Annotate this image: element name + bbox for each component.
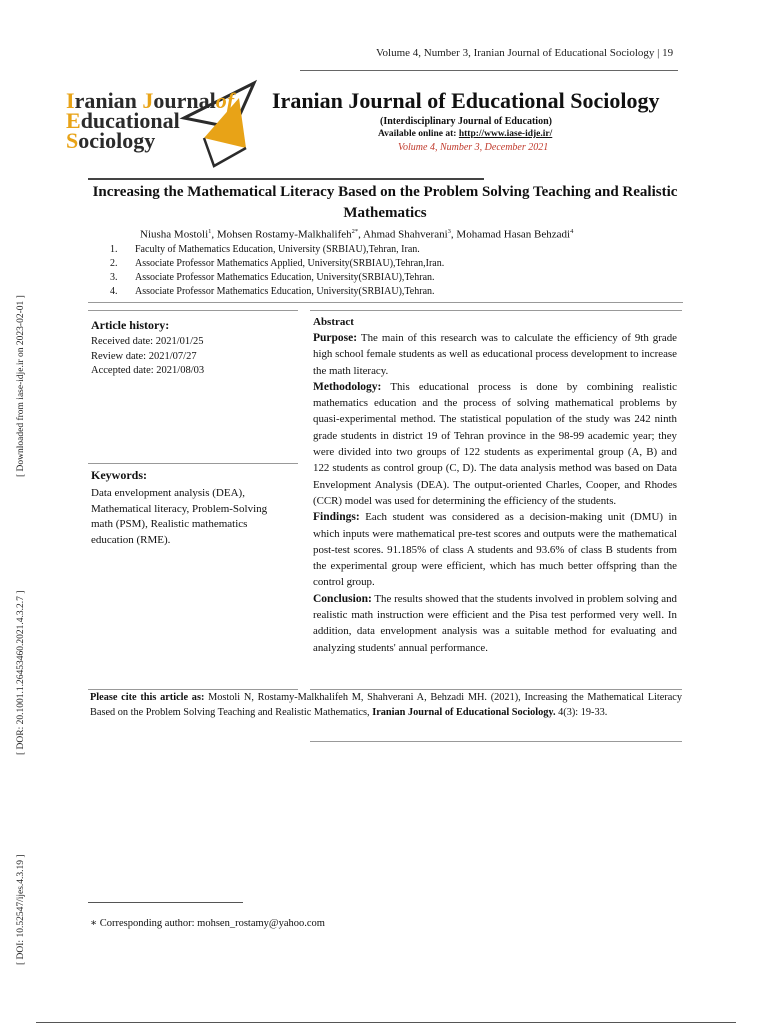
- author-sup: 4: [570, 228, 574, 235]
- affiliation-item: [110, 271, 540, 285]
- purpose-text: The main of this research was to calculate the efficiency of 9th grade high school female students as well as educational process development to increase the math literacy.: [313, 332, 677, 377]
- svg-text:Sociology: Sociology: [66, 128, 156, 153]
- citation-label: Please cite this article as:: [90, 692, 205, 703]
- svg-text:Iranian Journalof: Iranian Journalof: [66, 88, 235, 113]
- affiliation-item: [110, 285, 540, 299]
- affiliation-text: Associate Professor Mathematics Education, University(SRBIAU),Tehran.: [135, 272, 435, 283]
- abstract-body: [313, 330, 677, 656]
- author-name: Niusha Mostoli: [140, 228, 209, 241]
- methodology-text: This educational process is done by combining realistic mathematics education and the process of solving mathematical problems by quasi-experimental method. The statistical population of the study was 242 ninth grade students in district 19 of Tehran province in the 98-99 academic year; they were divided into two groups of 122 students as experimental group (A, B) and 122 students as control group (C, D). The data analysis method was based on Data Envelopment Analysis (DEA). The output-oriented Charles, Cooper, and Rhodes (CCR) model was used for determining the efficiency of the students.: [313, 380, 677, 507]
- journal-title: Iranian Journal of Educational Sociology: [272, 88, 660, 113]
- review-date: Review date: 2021/07/27: [91, 350, 197, 362]
- keywords-text: Data envelopment analysis (DEA), Mathematical literacy, Problem-Solving math (PSM), Realistic mathematics education (RME).: [91, 487, 268, 546]
- journal-url-link[interactable]: http://www.iase-idje.ir/: [458, 129, 553, 139]
- findings-text: Each student was considered as a decision-making unit (DMU) in which inputs were mathematical pre-test scores and outputs were the mathematical post-test scores. 91.185% of class A students and 93.6% of class B students from the experimental group were efficient, which has much better offspring than the control group.: [313, 511, 677, 589]
- history-heading: Article history:: [91, 318, 170, 332]
- affiliation-item: [110, 257, 540, 271]
- history-rule: [88, 310, 298, 311]
- corresponding-author-footnote: ∗ Corresponding author: mohsen_rostamy@yahoo.com: [90, 918, 325, 929]
- affiliation-rule: [88, 302, 683, 303]
- affiliation-text: Associate Professor Mathematics Applied, University(SRBIAU),Tehran,Iran.: [135, 258, 445, 269]
- author-sup: 1: [208, 228, 212, 235]
- title-separator: [88, 178, 484, 180]
- journal-volume: Volume 4, Number 3, December 2021: [398, 142, 549, 153]
- affiliation-list: [110, 243, 540, 299]
- affiliation-text: Associate Professor Mathematics Education, University(SRBIAU),Tehran.: [135, 286, 435, 297]
- citation-text: Mostoli N, Rostamy-Malkhalifeh M, Shahverani A, Behzadi MH. (2021), Increasing the Mathematical Literacy Based on the Problem Solving Teaching and Realistic Mathematics,: [90, 692, 682, 718]
- conclusion-text: The results showed that the students involved in problem solving and realistic math instruction were efficient and the Pisa test performed very well. In addition, data envelopment analysis was a suitable method for evaluating and analyzing students' annual performance.: [313, 592, 677, 654]
- download-stamp: [ Downloaded from iase-idje.ir on 2023-02-01 ]: [16, 295, 26, 477]
- affiliation-number: 2.: [110, 258, 118, 269]
- citation-pages: 4(3): 19-33.: [555, 707, 608, 718]
- author-name: Mohsen Rostamy-Malkhalifeh: [216, 228, 352, 241]
- logo-graphic: [64, 78, 264, 173]
- purpose-label: Purpose:: [313, 332, 358, 344]
- conclusion-label: Conclusion:: [313, 592, 372, 605]
- logo-text-1a: ranian: [74, 88, 143, 113]
- citation-rule-bottom: [310, 741, 682, 742]
- received-date: Received date: 2021/01/25: [91, 336, 204, 347]
- author-sup: 2*: [351, 228, 359, 235]
- affiliation-text: Faculty of Mathematics Education, University (SRBIAU),Tehran, Iran.: [135, 244, 420, 255]
- abstract-rule-top: [310, 310, 682, 311]
- keywords-rule: [88, 463, 298, 464]
- citation: [90, 690, 682, 720]
- findings-label: Findings:: [313, 511, 360, 524]
- author-list: Niusha Mostoli$^1$, Mohsen Rostamy-Malkhalifeh$^{2*}$, Ahmad Shahverani$^3$, Mohamad Hasan Behzadi$^4$: [140, 228, 574, 241]
- author-sup: 3: [447, 228, 451, 235]
- page-bottom-rule: [36, 1022, 736, 1023]
- journal-availability: [378, 129, 552, 139]
- header-rule: [300, 70, 678, 71]
- journal-logo: [64, 78, 264, 173]
- author-name: Mohamad Hasan Behzadi: [456, 228, 571, 241]
- affiliation-number: 1.: [110, 244, 118, 255]
- author-name: Ahmad Shahverani: [363, 228, 448, 241]
- journal-subtitle: (Interdisciplinary Journal of Education): [380, 116, 552, 127]
- affiliation-number: 3.: [110, 272, 118, 283]
- abstract-heading: Abstract: [313, 316, 354, 328]
- svg-text:Educational: Educational: [66, 108, 180, 133]
- affiliation-item: [110, 243, 540, 257]
- accepted-date: Accepted date: 2021/08/03: [91, 365, 205, 376]
- doi-stamp: [ DOI: 10.52547/ijes.4.3.19 ]: [16, 854, 26, 965]
- citation-journal: Iranian Journal of Educational Sociology.: [372, 707, 556, 718]
- keywords-heading: Keywords:: [91, 468, 147, 482]
- affiliation-number: 4.: [110, 286, 118, 297]
- footnote-rule: [88, 902, 243, 903]
- history-dates: [91, 335, 204, 379]
- dor-stamp: [ DOR: 20.1001.1.26453460.2021.4.3.2.7 ]: [16, 590, 26, 755]
- running-head: Volume 4, Number 3, Iranian Journal of Educational Sociology | 19: [376, 47, 674, 59]
- article-title: Increasing the Mathematical Literacy Based on the Problem Solving Teaching and Realistic Mathematics: [92, 184, 678, 221]
- methodology-label: Methodology:: [313, 380, 382, 393]
- available-label: Available online at:: [378, 129, 459, 139]
